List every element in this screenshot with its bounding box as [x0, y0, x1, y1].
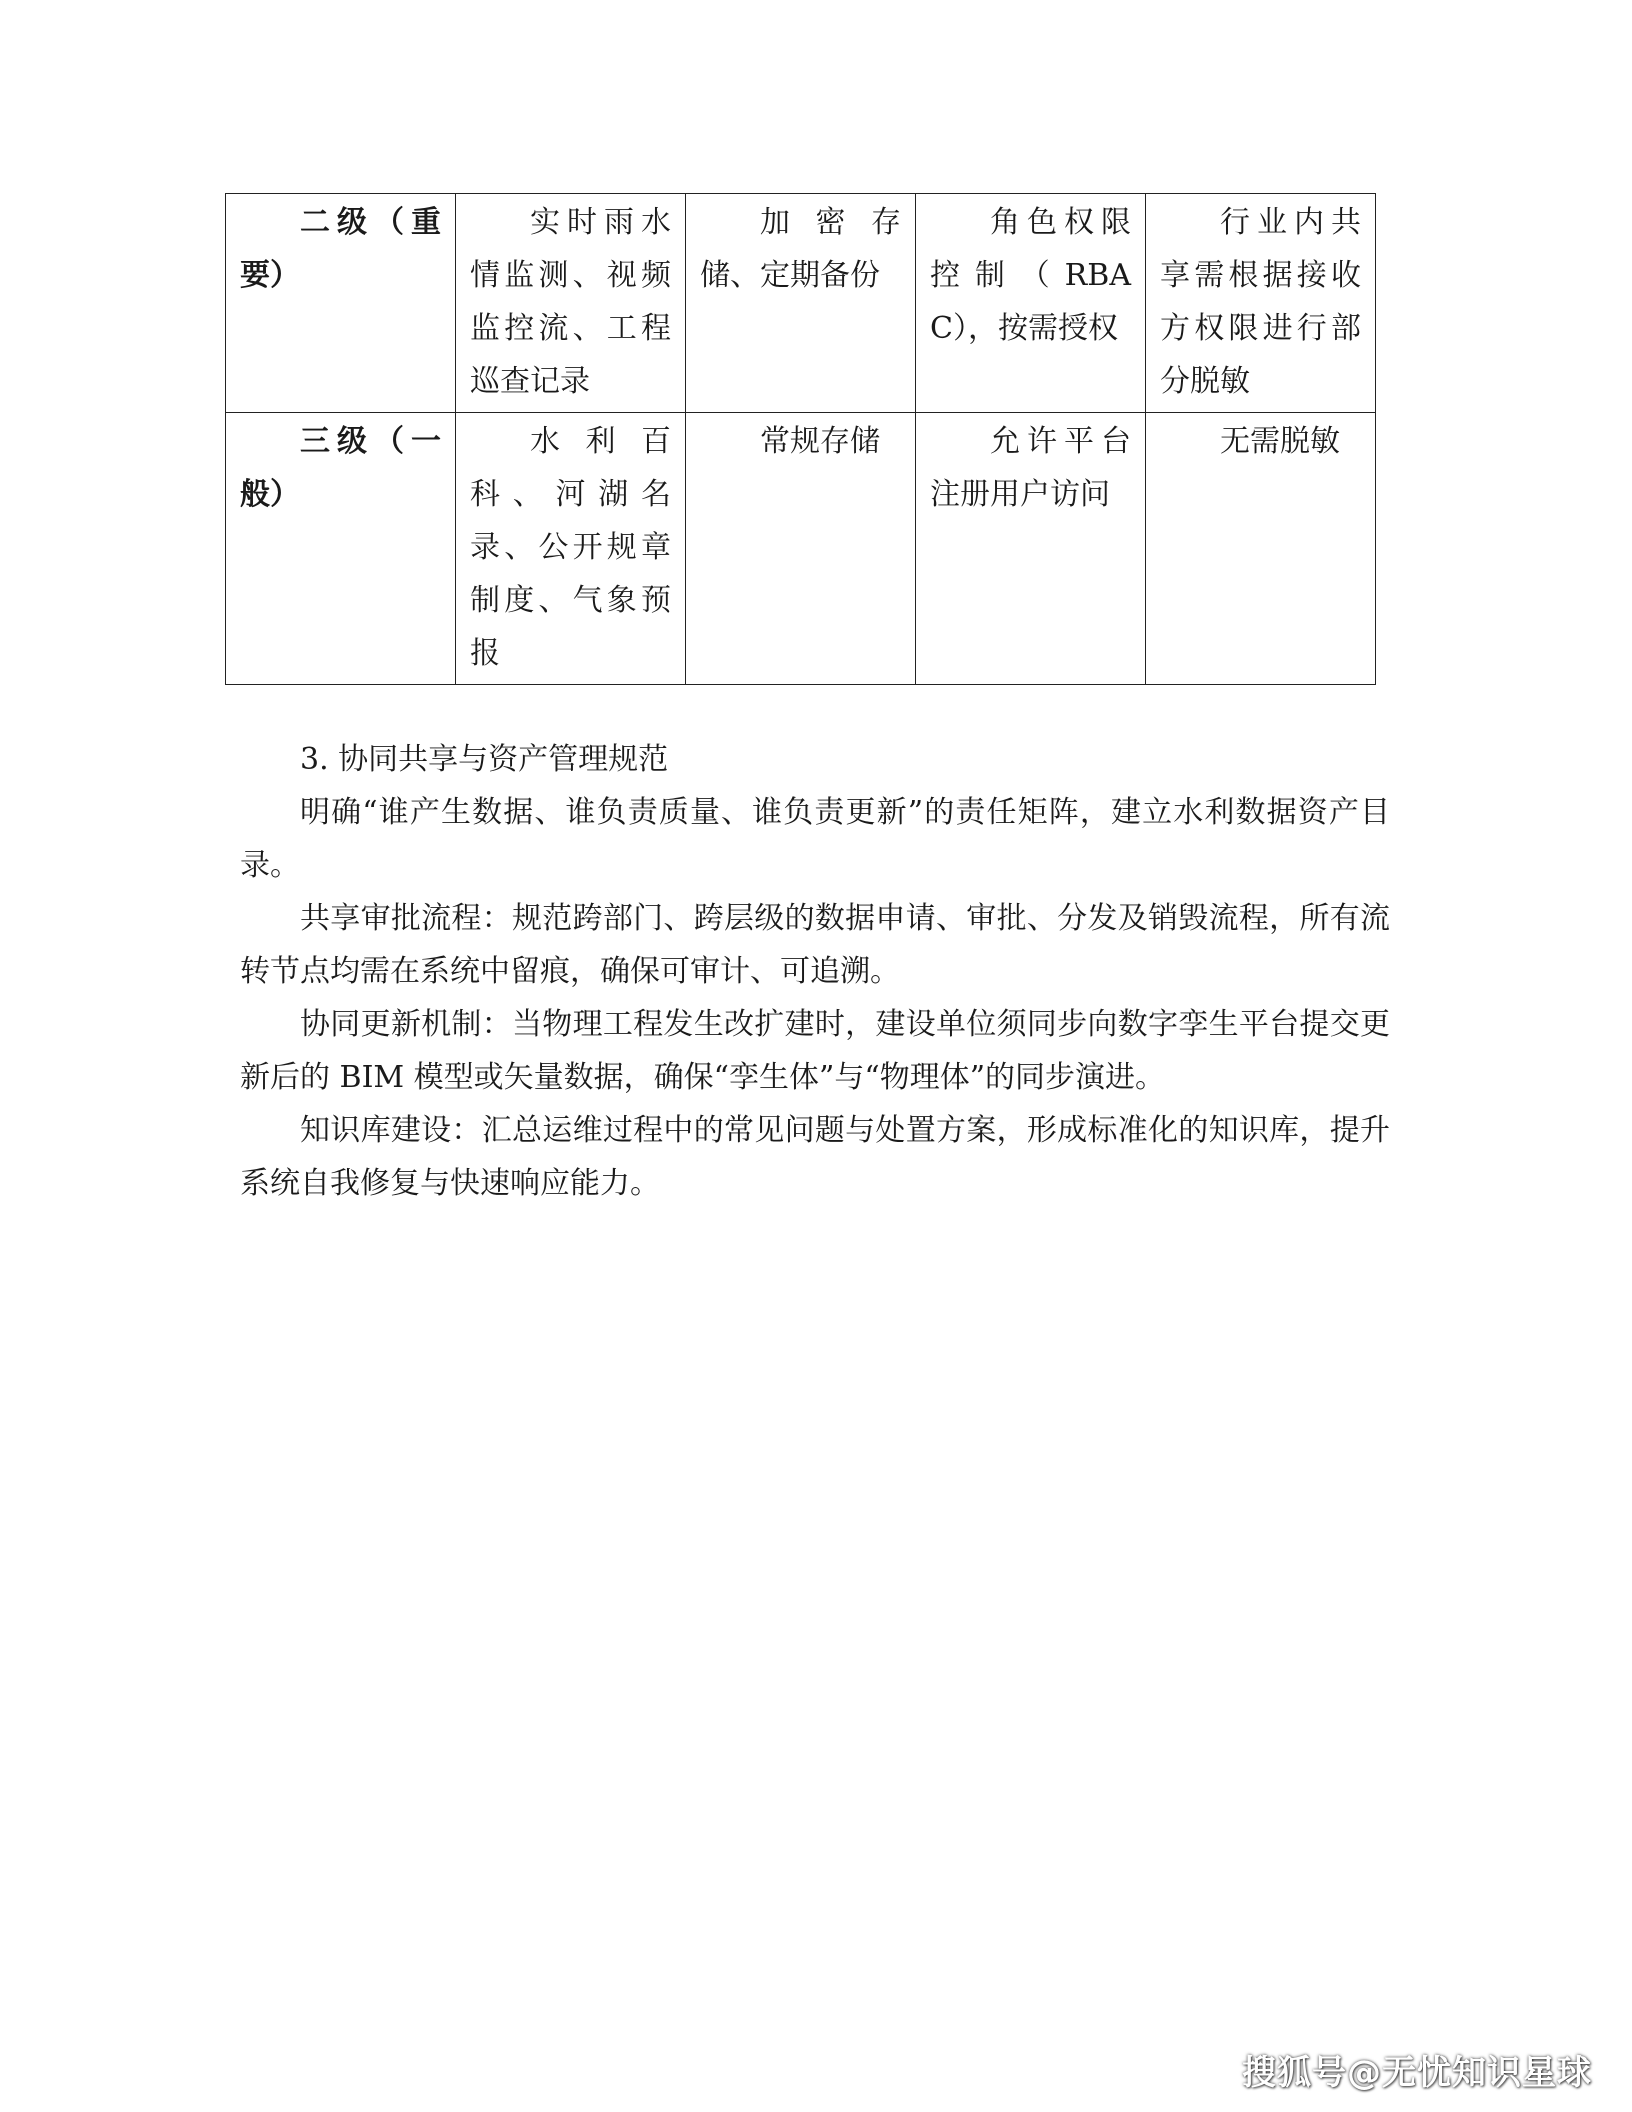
- table-cell-level: 三级（一般）: [226, 413, 456, 685]
- table-cell-access: 允许平台注册用户访问: [916, 413, 1146, 685]
- section-heading: 3. 协同共享与资产管理规范: [300, 742, 669, 777]
- paragraph-approval: 共享审批流程：规范跨部门、跨层级的数据申请、审批、分发及销毁流程，所有流转节点均需在系统中留痕，确保可审计、可追溯。: [240, 901, 1390, 989]
- paragraph-responsibility: 明确“谁产生数据、谁负责质量、谁负责更新”的责任矩阵，建立水利数据资产目录。: [240, 795, 1390, 883]
- paragraph-update: 协同更新机制：当物理工程发生改扩建时，建设单位须同步向数字孪生平台提交更新后的 BIM 模型或矢量数据，确保“孪生体”与“物理体”的同步演进。: [240, 1007, 1390, 1095]
- paragraph-knowledge: 知识库建设：汇总运维过程中的常见问题与处置方案，形成标准化的知识库，提升系统自我修复与快速响应能力。: [240, 1113, 1390, 1201]
- watermark: 搜狐号@无忧知识星球: [1242, 2053, 1592, 2093]
- table-cell-level: 二级（重要）: [226, 194, 456, 413]
- section-body: [240, 733, 1390, 1210]
- table-cell-access: 角色权限控制（RBAC），按需授权: [916, 194, 1146, 413]
- table-cell-desensitize: 无需脱敏: [1146, 413, 1376, 685]
- data-grade-table: [225, 193, 1376, 685]
- table-row: [226, 413, 1376, 685]
- table-cell-storage: 常规存储: [686, 413, 916, 685]
- table-row: [226, 194, 1376, 413]
- table-cell-storage: 加密存储、定期备份: [686, 194, 916, 413]
- table-cell-scope: 实时雨水情监测、视频监控流、工程巡查记录: [456, 194, 686, 413]
- table-cell-desensitize: 行业内共享需根据接收方权限进行部分脱敏: [1146, 194, 1376, 413]
- table-cell-scope: 水利百科、河湖名录、公开规章制度、气象预报: [456, 413, 686, 685]
